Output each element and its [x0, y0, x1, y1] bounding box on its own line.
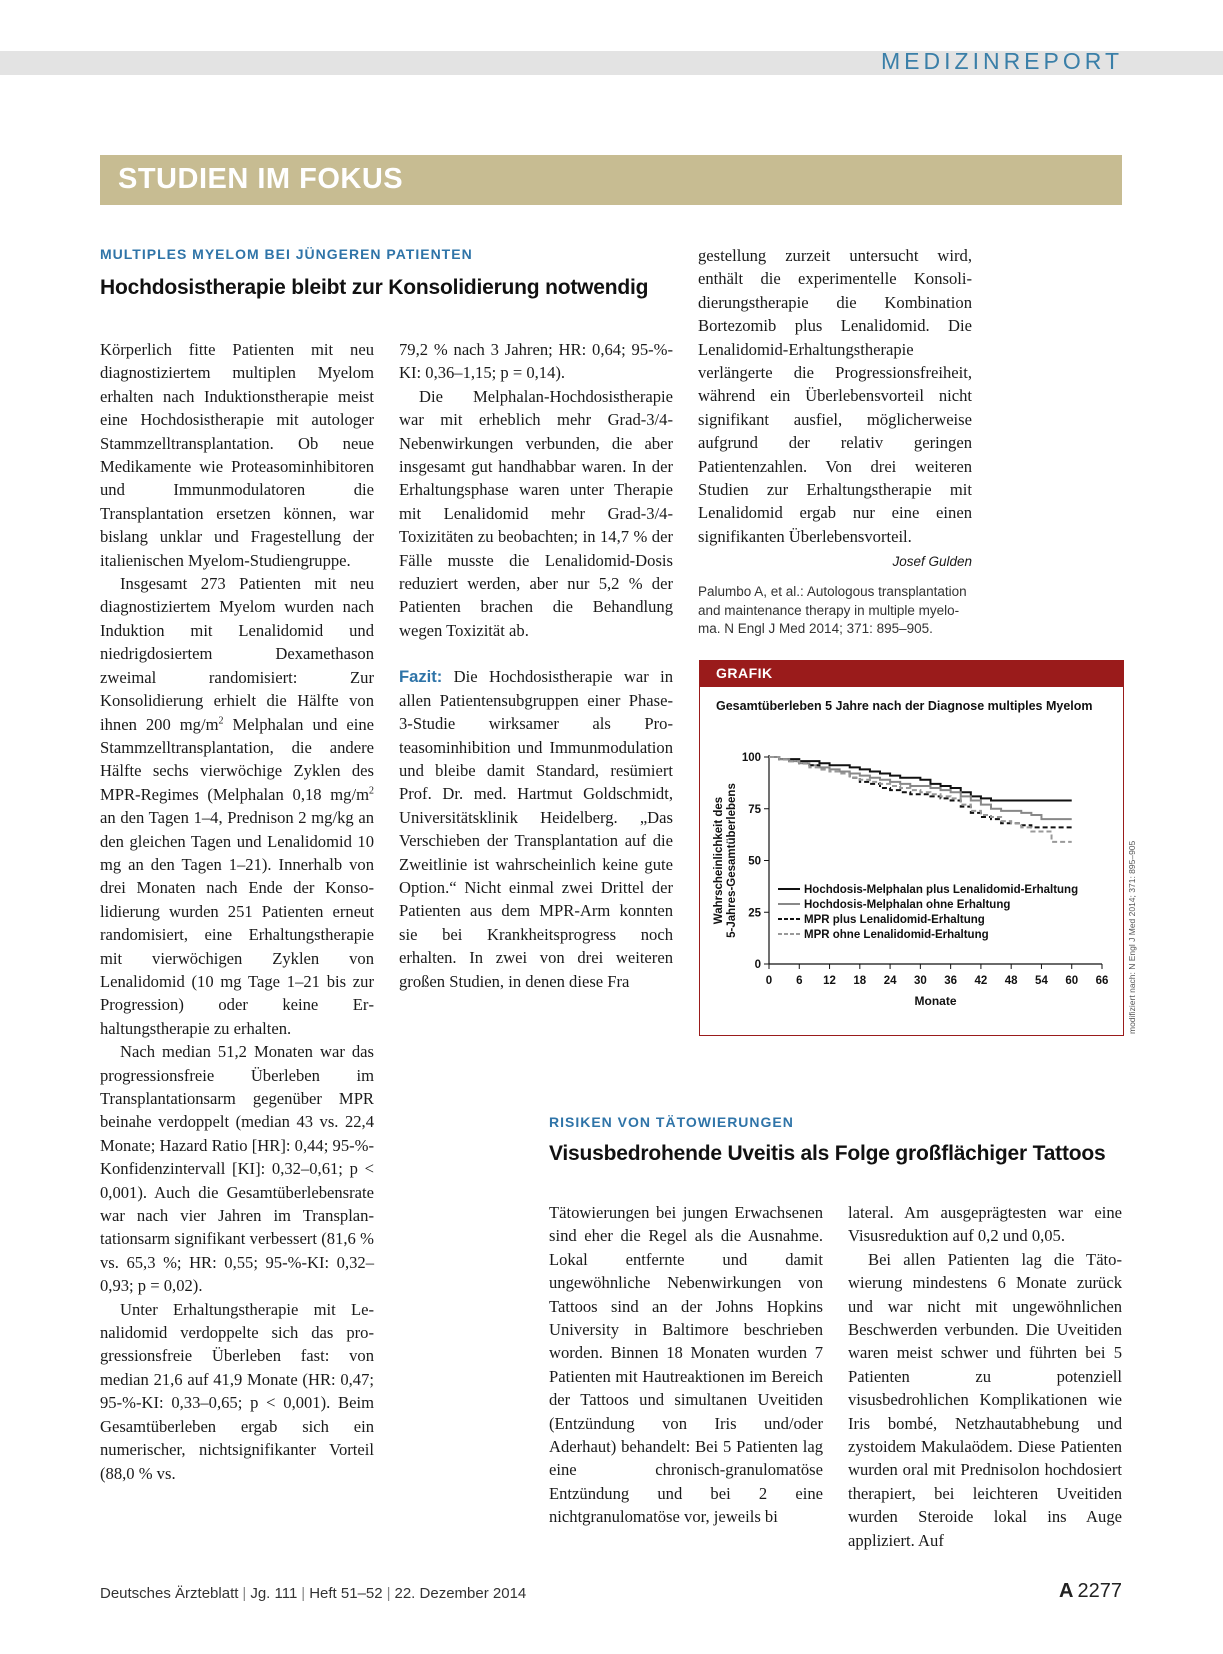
- article2-column-1: [549, 1201, 823, 1529]
- paragraph: 79,2 % nach 3 Jahren; HR: 0,64; 95-%-KI: 0,36–1,15; p = 0,14).: [399, 340, 673, 383]
- x-tick-label: 48: [1004, 975, 1018, 987]
- grafik-label: GRAFIK: [716, 665, 773, 681]
- x-tick-label: 42: [974, 975, 988, 987]
- y-tick-label: 75: [748, 803, 761, 816]
- footer-citation: Deutsches Ärzteblatt | Jg. 111 | Heft 51–52 | 22. Dezember 2014: [100, 1585, 527, 1602]
- x-tick-label: 54: [1035, 975, 1048, 987]
- volume: Jg. 111: [250, 1585, 298, 1602]
- article2-kicker: RISIKEN VON TÄTOWIERUNGEN: [549, 1114, 794, 1130]
- chart-credit: modifiziert nach: N Engl J Med 2014; 371: 895–905: [1127, 840, 1137, 1034]
- author: Josef Gulden: [892, 554, 972, 570]
- paragraph: Insgesamt 273 Patienten mit neu diagnostiziertem Myelom wurden nach Induktion mit Lenalidomid und niedrigdosiertem Dexamethason zweimal randomisiert: Zur Konsolidierung erhielt die Hälfte von ihnen 200 $mg/m^2$ Melphalan und eine Stammzelltransplantation, die andere Hälfte sechs vierwöchige Zyklen des MPR-Regimes (Melphalan 0,18 $mg/m^2$ an den Tagen 1–4, Prednison 2 mg/kg an den gleichen Tagen und Lenalidomid 10 mg an den Tagen 1–21). Innerhalb von drei Monaten nach Ende der Konsolidierung wurden 251 Patienten erneut randomisiert, eine Erhaltungstherapie mit vierwöchigen Zyklen von Lenalidomid (10 mg Tage 1–21 bis zur Progression) oder keine Erhaltungstherapie zu erhalten.: [100, 574, 375, 1038]
- y-axis-label: 5-Jahres-Gesamtüberlebens: [726, 783, 738, 938]
- y-tick-label: 25: [748, 907, 761, 920]
- fokus-banner: [100, 155, 1122, 205]
- x-tick-label: 66: [1095, 975, 1109, 987]
- x-tick-label: 36: [944, 975, 958, 987]
- article1-kicker: MULTIPLES MYELOM BEI JÜNGEREN PATIENTEN: [100, 246, 473, 262]
- y-tick-label: 50: [748, 855, 761, 868]
- y-tick-label: 0: [754, 959, 761, 971]
- legend-entry: Hochdosis-Melphalan ohne Erhaltung: [804, 899, 1011, 911]
- paragraph: Bei allen Patienten lag die Tätowierung mindestens 6 Monate zurück und war nicht mit ungewöhnlichen Beschwerden verbunden. Die Uveitiden waren meist schwer und führten bei 5 Patienten zu potenziell visusbedrohlichen Komplikationen wie Iris bombé, Netzhautabhebung und zystoidem Makulaödem. Diese Patienten wurden oral mit Prednisolon hochdosiert therapiert, bei leichteren Uveitiden wurden Steroide lokal ins Auge appliziert. Auf: [848, 1249, 1122, 1550]
- paragraph: gestellung zurzeit untersucht wird, enthält die experimentelle Konsolidierungstherapie die Kombination Bortezomib plus Lenalidomid. Die Lenalidomid-Erhaltungstherapie verlängerte die Progressionsfreiheit, während ein Überlebensvorteil nicht signifikant ausfiel, möglicherweise aufgrund der relativ geringen Patientenzahlen. Von drei weiteren Studien zur Erhaltungstherapie mit Lenalidomid ergab nur eine einen signifikanten Überlebensvorteil.: [698, 246, 972, 546]
- paragraph: Körperlich fitte Patienten mit neu diagnostiziertem multiplen Myelom erhalten nach Induktionstherapie meist eine Hochdosistherapie mit autologer Stammzelltransplantation. Ob neue Medikamente wie Proteasominhibitoren und Immunmodulatoren die Transplantation ersetzen können, war bislang unklar und Fragestellung der italienischen Myelom-Studiengruppe.: [100, 340, 374, 570]
- article1-column-1: [100, 338, 374, 1485]
- paragraph: Fazit: Die Hochdosistherapie war in allen Patientensubgruppen einer Phase-3-Studie wirksamer als Proteasominhibition und Immunmodulation und bleibe damit Standard, resümiert Prof. Dr. med. Hartmut Goldschmidt, Universitätsklinik Heidelberg. „Das Verschieben der Transplantation auf die Zweitlinie ist wahrscheinlich keine gute Option.“ Nicht einmal zwei Drittel der Patienten aus dem MPR-Arm konnten sie bei Krankheitsprogress noch erhalten. In zwei von drei weiteren großen Studien, in denen diese Fra: [399, 667, 673, 991]
- fazit-label: Fazit:: [399, 667, 443, 687]
- article1-column-2: [399, 338, 673, 993]
- reference: Palumbo A, et al.: Autologous transplantation and maintenance therapy in multiple myeloma. N Engl J Med 2014; 371: 895–905.: [698, 584, 967, 636]
- x-axis-label: Monate: [914, 994, 957, 1008]
- series-line-2: [769, 757, 1072, 819]
- x-tick-label: 6: [796, 975, 803, 987]
- x-tick-label: 60: [1065, 975, 1079, 987]
- page-number: A 2277: [1059, 1580, 1122, 1602]
- date: 22. Dezember 2014: [394, 1585, 527, 1602]
- x-tick-label: 0: [765, 975, 773, 987]
- article1-column-3: [698, 244, 972, 574]
- survival-chart: [700, 687, 1123, 1033]
- paragraph: lateral. Am ausgeprägtesten war eine Visusreduktion auf 0,2 und 0,05.: [848, 1203, 1122, 1246]
- article1-headline: Hochdosistherapie bleibt zur Konsolidierung notwendig: [100, 276, 649, 299]
- x-tick-label: 24: [883, 975, 897, 987]
- banner-title: STUDIEN IM FOKUS: [118, 163, 404, 195]
- y-tick-label: 100: [741, 752, 761, 764]
- paragraph: Nach median 51,2 Monaten war das progressionsfreie Überleben im Transplantationsarm gegenüber MPR beinahe verdoppelt (median 43 vs. 22,4 Monate; Hazard Ratio [HR]: 0,44; 95-%-Konfidenzintervall [KI]: 0,32–0,61; p < 0,001). Auch die Gesamtüberlebensrate war nach vier Jahren im Transplantationsarm signifikant verbessert (81,6 % vs. 65,3 %; HR: 0,55; 95-%-KI: 0,32–0,93; p = 0,02).: [100, 1042, 374, 1296]
- legend-entry: Hochdosis-Melphalan plus Lenalidomid-Erhaltung: [804, 884, 1079, 896]
- x-tick-label: 18: [853, 975, 867, 987]
- paragraph: Tätowierungen bei jungen Erwachsenen sind eher die Regel als die Ausnahme. Lokal entfernte und damit ungewöhnliche Nebenwirkungen von Tattoos sind an der Johns Hopkins University in Baltimore beschrieben worden. Binnen 18 Monaten wurden 7 Patienten mit Hautreaktionen im Bereich der Tattoos und simultanen Uveitiden (Entzündung von Iris und/oder Aderhaut) behandelt: Bei 5 Patienten lag eine chronisch-granulomatöse Entzündung und bei 2 eine nichtgranulomatöse vor, jeweils bi: [549, 1203, 823, 1527]
- paragraph: Die Melphalan-Hochdosistherapie war mit erheblich mehr Grad-3/4-Nebenwirkungen verbunden, die aber insgesamt gut handhabbar waren. In der Erhaltungsphase waren unter Therapie mit Lenalidomid mehr Grad-3/4-Toxizitäten zu beobachten; in 14,7 % der Fälle musste die Lenalidomid-Dosis reduziert werden, aber nur 5,2 % der Patienten brachen die Behandlung wegen Toxizität ab.: [399, 386, 673, 640]
- paragraph: Unter Erhaltungstherapie mit Lenalidomid verdoppelte sich das progressionsfreie Überleben fast: von median 21,6 auf 41,9 Monate (HR: 0,47; 95-%-KI: 0,33–0,65; p < 0,001). Beim Gesamtüberleben ergab sich ein numerischer, nichtsignifikanter Vorteil (88,0 % vs.: [100, 1299, 374, 1483]
- article2-headline: Visusbedrohende Uveitis als Folge großflächiger Tattoos: [549, 1142, 1106, 1165]
- legend-entry: MPR plus Lenalidomid-Erhaltung: [804, 914, 985, 926]
- chart-title: Gesamtüberleben 5 Jahre nach der Diagnose multiples Myelom: [716, 699, 1093, 713]
- legend-entry: MPR ohne Lenalidomid-Erhaltung: [804, 929, 989, 941]
- x-tick-label: 30: [913, 975, 927, 987]
- x-tick-label: 12: [823, 975, 836, 987]
- y-axis-label: Wahrscheinlichkeit des: [713, 796, 725, 925]
- section-label: MEDIZINREPORT: [881, 48, 1123, 74]
- grafik-box: [699, 660, 1124, 1036]
- journal-name: Deutsches Ärzteblatt: [100, 1585, 239, 1602]
- series-line-4: [769, 757, 1072, 842]
- issue: Heft 51–52: [309, 1585, 383, 1602]
- article2-column-2: [848, 1201, 1122, 1552]
- grafik-header: [700, 661, 1123, 687]
